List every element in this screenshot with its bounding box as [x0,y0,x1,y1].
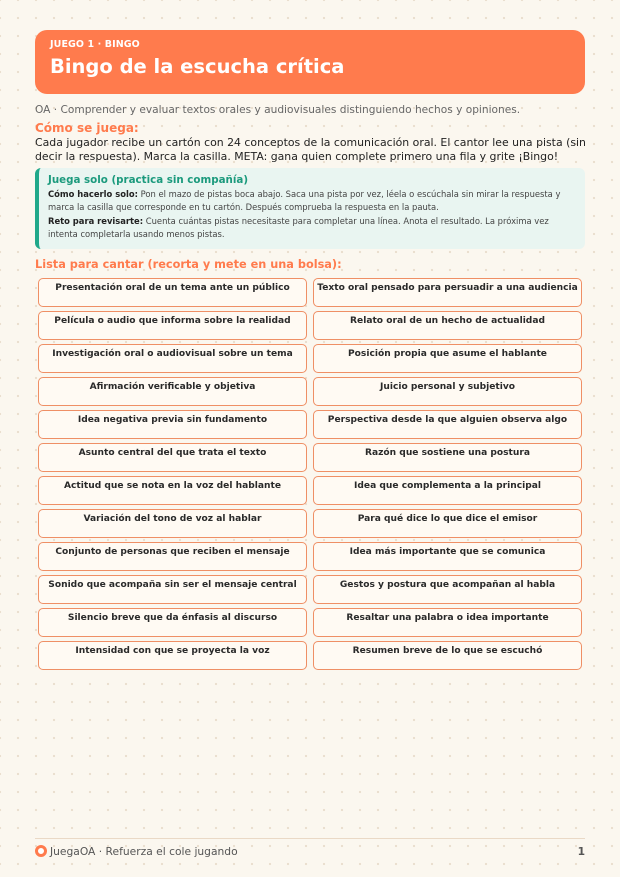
clue-card: Silencio breve que da énfasis al discurso [38,608,307,637]
header-banner [35,30,585,94]
clue-card: Juicio personal y subjetivo [313,377,582,406]
game-tag: JUEGO 1 · BINGO [50,39,140,50]
solo-instructions-label: Cómo hacerlo solo: [48,189,138,199]
clue-card: Texto oral pensado para persuadir a una audiencia [313,278,582,307]
learning-objective: OA · Comprender y evaluar textos orales y audiovisuales distinguiendo hechos y opiniones. [35,104,521,116]
clue-card: Gestos y postura que acompañan al habla [313,575,582,604]
solo-instructions [48,188,575,213]
clue-card: Perspectiva desde la que alguien observa algo [313,410,582,439]
solo-challenge-label: Reto para revisarte: [48,216,144,226]
page-number: 1 [577,844,585,858]
how-to-play-heading: Cómo se juega: [35,121,139,135]
how-to-play-text: Cada jugador recibe un cartón con 24 conceptos de la comunicación oral. El cantor lee una pista (sin decir la respuesta). Marca la casilla. META: gana quien complete primero una fila y grite ¡Bingo! [35,136,586,163]
clue-card: Actitud que se nota en la voz del hablante [38,476,307,505]
clue-card: Relato oral de un hecho de actualidad [313,311,582,340]
footer-brand-text: JuegaOA · Refuerza el cole jugando [50,844,238,858]
clue-card: Idea negativa previa sin fundamento [38,410,307,439]
solo-instructions-text: Pon el mazo de pistas boca abajo. Saca una pista por vez, léela o escúchala sin mirar la respuesta y marca la casilla que corresponde en tu cartón. Después comprueba la respuesta en la pauta. [48,189,561,212]
solo-play-heading: Juega solo (practica sin compañía) [48,174,249,186]
clue-card: Conjunto de personas que reciben el mensaje [38,542,307,571]
clue-card: Película o audio que informa sobre la realidad [38,311,307,340]
solo-challenge-text: Cuenta cuántas pistas necesitaste para completar una línea. Anota el resultado. La próxima vez intenta completarla usando menos pistas. [48,216,549,239]
clue-card: Resumen breve de lo que se escuchó [313,641,582,670]
footer-divider [35,838,585,839]
clue-card: Intensidad con que se proyecta la voz [38,641,307,670]
logo-ring-icon [35,845,47,857]
clue-card: Asunto central del que trata el texto [38,443,307,472]
clue-card: Investigación oral o audiovisual sobre un tema [38,344,307,373]
clue-card: Posición propia que asume el hablante [313,344,582,373]
clue-grid [38,278,582,670]
footer [35,843,585,859]
solo-play-box [35,168,585,249]
clue-card: Presentación oral de un tema ante un público [38,278,307,307]
clue-card: Sonido que acompaña sin ser el mensaje central [38,575,307,604]
clue-card: Resaltar una palabra o idea importante [313,608,582,637]
clue-card: Afirmación verificable y objetiva [38,377,307,406]
clue-card: Idea más importante que se comunica [313,542,582,571]
clue-card: Idea que complementa a la principal [313,476,582,505]
clue-card: Razón que sostiene una postura [313,443,582,472]
solo-challenge [48,215,575,240]
clue-list-heading: Lista para cantar (recorta y mete en una bolsa): [35,258,342,271]
clue-card: Para qué dice lo que dice el emisor [313,509,582,538]
page-title: Bingo de la escucha crítica [50,55,345,78]
clue-card: Variación del tono de voz al hablar [38,509,307,538]
